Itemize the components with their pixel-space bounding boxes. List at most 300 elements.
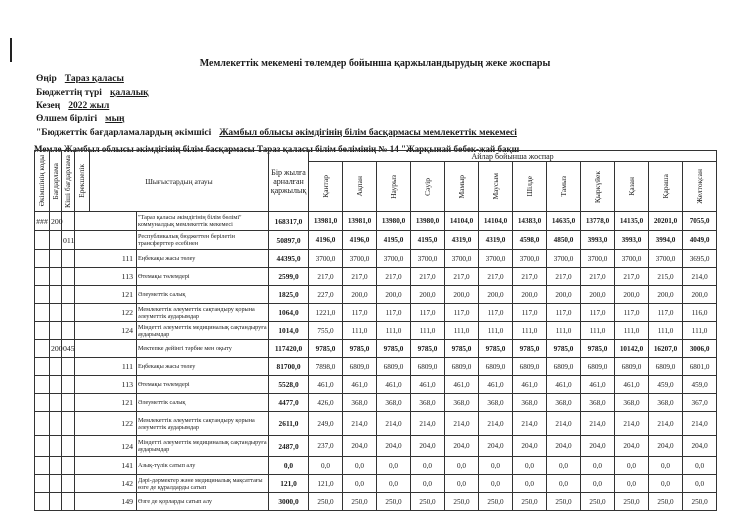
month-value-cell: 214,0 <box>445 412 479 436</box>
subprogram-cell <box>62 212 75 231</box>
month-value-cell: 111,0 <box>547 322 581 340</box>
expense-name-cell: Өтемақы төлемдері <box>137 268 269 286</box>
month-value-cell: 3700,0 <box>445 250 479 268</box>
month-value-cell: 4195,0 <box>377 231 411 250</box>
month-value-cell: 214,0 <box>547 412 581 436</box>
month-value-cell: 214,0 <box>479 412 513 436</box>
month-value-cell: 0,0 <box>581 457 615 475</box>
month-value-cell: 0,0 <box>581 475 615 493</box>
annual-total-cell: 2611,0 <box>269 412 309 436</box>
month-value-cell: 111,0 <box>411 322 445 340</box>
month-value-cell: 217,0 <box>343 268 377 286</box>
annual-total-cell: 5528,0 <box>269 376 309 394</box>
admin-code-cell: ### <box>35 212 50 231</box>
annual-total-cell: 117420,0 <box>269 340 309 358</box>
expense-name-cell: "Тараз қаласы әкімдігінің білім бөлімі" коммуналдық мемлекеттік мекемесі <box>137 212 269 231</box>
subprogram-cell <box>62 457 75 475</box>
month-value-cell: 4319,0 <box>479 231 513 250</box>
annual-total-cell: 168317,0 <box>269 212 309 231</box>
month-value-cell: 368,0 <box>513 394 547 412</box>
month-value-cell: 250,0 <box>445 493 479 511</box>
month-value-cell: 0,0 <box>547 475 581 493</box>
document-title: Мемлекеттік мекемені төлемдер бойынша қаржыландырудың жеке жоспары <box>199 58 551 69</box>
month-value-cell: 111,0 <box>683 322 717 340</box>
month-value-cell: 204,0 <box>615 436 649 457</box>
month-value-cell: 117,0 <box>547 304 581 322</box>
expense-name-cell: Өтемақы төлемдері <box>137 376 269 394</box>
specific-cell <box>75 212 137 231</box>
month-value-cell: 3700,0 <box>581 250 615 268</box>
table-row <box>35 212 717 231</box>
month-value-cell: 368,0 <box>411 394 445 412</box>
month-value-cell: 0,0 <box>513 457 547 475</box>
month-value-cell: 249,0 <box>309 412 343 436</box>
header-annual-total: Бір жылға арналған қаржылық <box>269 151 309 212</box>
specific-cell: 111 <box>75 250 137 268</box>
expense-name-cell: Міндетті әлеуметтік медициналық сақтандыруға аударымдар <box>138 323 267 338</box>
month-value-cell: 461,0 <box>445 376 479 394</box>
table-row <box>35 231 717 250</box>
program-cell <box>50 286 62 304</box>
month-value-cell: 16207,0 <box>649 340 683 358</box>
month-value-cell: 250,0 <box>343 493 377 511</box>
month-value-cell: 200,0 <box>615 286 649 304</box>
month-value-cell: 214,0 <box>513 412 547 436</box>
month-value-cell: 9785,0 <box>411 340 445 358</box>
month-value-cell: 0,0 <box>377 457 411 475</box>
subprogram-cell: 045 <box>62 340 75 358</box>
month-value-cell: 367,0 <box>683 394 717 412</box>
admin-code-cell <box>35 475 50 493</box>
month-value-cell: 0,0 <box>445 457 479 475</box>
month-value-cell: 9785,0 <box>581 340 615 358</box>
month-value-cell: 250,0 <box>649 493 683 511</box>
month-value-cell: 6809,0 <box>649 358 683 376</box>
month-value-cell: 0,0 <box>479 475 513 493</box>
month-value-cell: 20201,0 <box>649 212 683 231</box>
month-value-cell: 3700,0 <box>309 250 343 268</box>
month-value-cell: 461,0 <box>377 376 411 394</box>
meta-unit: Өлшем бірлігі мың <box>36 114 125 124</box>
month-value-cell: 3700,0 <box>513 250 547 268</box>
month-value-cell: 200,0 <box>683 286 717 304</box>
month-value-cell: 13980,0 <box>411 212 445 231</box>
month-value-cell: 426,0 <box>309 394 343 412</box>
month-value-cell: 4598,0 <box>513 231 547 250</box>
month-value-cell: 0,0 <box>377 475 411 493</box>
expense-name-cell: Мемлекеттік әлеуметтік сақтандыру қорына әлеуметтік аударымдар <box>137 304 269 322</box>
admin-code-cell <box>35 394 50 412</box>
month-value-cell: 9785,0 <box>445 340 479 358</box>
subprogram-cell <box>62 475 75 493</box>
meta-period: Кезең 2022 жыл <box>36 101 110 111</box>
header-month: Сәуір <box>411 162 445 212</box>
table-row <box>35 376 717 394</box>
month-value-cell: 6809,0 <box>411 358 445 376</box>
table-row <box>35 250 717 268</box>
program-cell <box>50 250 62 268</box>
month-value-cell: 200,0 <box>411 286 445 304</box>
month-value-cell: 0,0 <box>343 475 377 493</box>
header-month: Шілде <box>513 162 547 212</box>
expense-name-cell: Азық-түлік сатып алу <box>137 457 269 475</box>
month-value-cell: 237,0 <box>309 436 343 457</box>
expense-name-cell: Республикалық бюджеттен берілетін трансферттер есебінен <box>137 231 269 250</box>
admin-code-cell <box>35 286 50 304</box>
month-value-cell: 368,0 <box>445 394 479 412</box>
month-value-cell: 250,0 <box>683 493 717 511</box>
month-value-cell: 200,0 <box>547 286 581 304</box>
program-cell <box>50 376 62 394</box>
month-value-cell: 0,0 <box>683 457 717 475</box>
specific-cell: 149 <box>75 493 137 511</box>
annual-total-cell: 2599,0 <box>269 268 309 286</box>
month-value-cell: 215,0 <box>649 268 683 286</box>
header-month: Тамыз <box>547 162 581 212</box>
month-value-cell: 111,0 <box>343 322 377 340</box>
subprogram-cell <box>62 250 75 268</box>
month-value-cell: 368,0 <box>547 394 581 412</box>
table-row <box>35 475 717 493</box>
annual-total-cell: 121,0 <box>269 475 309 493</box>
month-value-cell: 9785,0 <box>377 340 411 358</box>
month-value-cell: 204,0 <box>411 436 445 457</box>
month-value-cell: 461,0 <box>411 376 445 394</box>
month-value-cell: 13980,0 <box>377 212 411 231</box>
organization-line: Мемле Жамбыл облысы әкімдігінің білім басқармасы Тараз қаласы білім бөлімінің № 14 "Жарқынай бөбек-жай бақш <box>34 144 520 154</box>
month-value-cell: 117,0 <box>445 304 479 322</box>
expense-name-cell: Өзге де қорларды сатып алу <box>137 493 269 511</box>
month-value-cell: 9785,0 <box>343 340 377 358</box>
program-cell: 200 <box>50 340 62 358</box>
program-cell <box>50 322 62 340</box>
month-value-cell: 117,0 <box>411 304 445 322</box>
program-cell <box>50 304 62 322</box>
month-value-cell: 217,0 <box>513 268 547 286</box>
month-value-cell: 0,0 <box>343 457 377 475</box>
month-value-cell: 214,0 <box>377 412 411 436</box>
month-value-cell: 14135,0 <box>615 212 649 231</box>
specific-cell: 121 <box>75 286 137 304</box>
table-row <box>35 322 717 340</box>
expense-name-cell: Әлеуметтік салық <box>137 286 269 304</box>
admin-code-cell <box>35 268 50 286</box>
table-row <box>35 304 717 322</box>
month-value-cell: 250,0 <box>615 493 649 511</box>
expense-name-cell: Еңбекақы жасы төлеу <box>137 250 269 268</box>
month-value-cell: 204,0 <box>513 436 547 457</box>
month-value-cell: 1221,0 <box>309 304 343 322</box>
month-value-cell: 7055,0 <box>683 212 717 231</box>
month-value-cell: 214,0 <box>649 412 683 436</box>
month-value-cell: 117,0 <box>479 304 513 322</box>
header-month: Қазан <box>615 162 649 212</box>
specific-cell: 122 <box>75 412 137 436</box>
month-value-cell: 4319,0 <box>445 231 479 250</box>
expense-name-cell: Дәрі-дәрмектер және медициналық мақсаттағы өзге де құралдарды сатып <box>137 475 269 493</box>
month-value-cell: 200,0 <box>343 286 377 304</box>
month-value-cell: 217,0 <box>445 268 479 286</box>
specific-cell: 141 <box>75 457 137 475</box>
month-value-cell: 204,0 <box>479 436 513 457</box>
annual-total-cell: 1064,0 <box>269 304 309 322</box>
month-value-cell: 200,0 <box>581 286 615 304</box>
month-value-cell: 0,0 <box>547 457 581 475</box>
annual-total-cell: 50897,0 <box>269 231 309 250</box>
month-value-cell: 459,0 <box>683 376 717 394</box>
month-value-cell: 121,0 <box>309 475 343 493</box>
month-value-cell: 0,0 <box>309 457 343 475</box>
subprogram-cell <box>62 358 75 376</box>
expense-name-cell: Мемлекеттік әлеуметтік сақтандыру қорына әлеуметтік аударымдар <box>137 412 269 436</box>
header-month: Мамыр <box>445 162 479 212</box>
table-row <box>35 412 717 436</box>
month-value-cell: 461,0 <box>309 376 343 394</box>
month-value-cell: 116,0 <box>683 304 717 322</box>
month-value-cell: 0,0 <box>649 457 683 475</box>
subprogram-cell <box>62 268 75 286</box>
annual-total-cell: 1825,0 <box>269 286 309 304</box>
month-value-cell: 461,0 <box>615 376 649 394</box>
month-value-cell: 0,0 <box>513 475 547 493</box>
month-value-cell: 6809,0 <box>615 358 649 376</box>
program-cell <box>50 394 62 412</box>
table-row <box>35 358 717 376</box>
program-cell <box>50 436 62 457</box>
month-value-cell: 7898,0 <box>309 358 343 376</box>
month-value-cell: 0,0 <box>683 475 717 493</box>
specific-cell: 142 <box>75 475 137 493</box>
specific-cell: 113 <box>75 376 137 394</box>
month-value-cell: 214,0 <box>343 412 377 436</box>
month-value-cell: 3994,0 <box>649 231 683 250</box>
specific-cell: 111 <box>75 358 137 376</box>
month-value-cell: 204,0 <box>683 436 717 457</box>
annual-total-cell: 44395,0 <box>269 250 309 268</box>
month-value-cell: 14104,0 <box>479 212 513 231</box>
month-value-cell: 250,0 <box>479 493 513 511</box>
month-value-cell: 14104,0 <box>445 212 479 231</box>
month-value-cell: 217,0 <box>547 268 581 286</box>
month-value-cell: 755,0 <box>309 322 343 340</box>
month-value-cell: 200,0 <box>377 286 411 304</box>
month-value-cell: 214,0 <box>615 412 649 436</box>
month-value-cell: 217,0 <box>377 268 411 286</box>
month-value-cell: 250,0 <box>513 493 547 511</box>
month-value-cell: 3700,0 <box>649 250 683 268</box>
admin-code-cell <box>35 304 50 322</box>
program-cell <box>50 457 62 475</box>
subprogram-cell <box>62 304 75 322</box>
month-value-cell: 6809,0 <box>581 358 615 376</box>
specific-cell: 124 <box>75 436 137 457</box>
meta-budget-type: Бюджеттің түрі қалалық <box>36 88 149 98</box>
month-value-cell: 200,0 <box>513 286 547 304</box>
admin-code-cell <box>35 250 50 268</box>
month-value-cell: 250,0 <box>411 493 445 511</box>
program-cell: 200 <box>50 212 62 231</box>
month-value-cell: 0,0 <box>649 475 683 493</box>
expense-name-cell: Мектепке дейінгі тәрбие мен оқыту <box>137 340 269 358</box>
month-value-cell: 0,0 <box>615 475 649 493</box>
month-value-cell: 4049,0 <box>683 231 717 250</box>
month-value-cell: 461,0 <box>479 376 513 394</box>
month-value-cell: 6809,0 <box>377 358 411 376</box>
month-value-cell: 0,0 <box>479 457 513 475</box>
specific-cell: 113 <box>75 268 137 286</box>
month-value-cell: 204,0 <box>377 436 411 457</box>
header-month: Қыркүйек <box>581 162 615 212</box>
month-value-cell: 0,0 <box>411 475 445 493</box>
month-value-cell: 461,0 <box>581 376 615 394</box>
month-value-cell: 4195,0 <box>411 231 445 250</box>
specific-cell <box>75 340 137 358</box>
subprogram-cell <box>62 493 75 511</box>
month-value-cell: 3993,0 <box>581 231 615 250</box>
month-value-cell: 461,0 <box>513 376 547 394</box>
subprogram-cell <box>62 412 75 436</box>
month-value-cell: 6809,0 <box>479 358 513 376</box>
month-value-cell: 117,0 <box>615 304 649 322</box>
header-month: Қантар <box>309 162 343 212</box>
annual-total-cell: 81700,0 <box>269 358 309 376</box>
month-value-cell: 13981,0 <box>309 212 343 231</box>
month-value-cell: 3700,0 <box>377 250 411 268</box>
month-value-cell: 111,0 <box>615 322 649 340</box>
month-value-cell: 250,0 <box>581 493 615 511</box>
month-value-cell: 3700,0 <box>547 250 581 268</box>
month-value-cell: 217,0 <box>615 268 649 286</box>
header-subprogram: Кіші бағдарлама <box>62 151 75 212</box>
header-program: Бағдарлама <box>50 151 62 212</box>
month-value-cell: 111,0 <box>445 322 479 340</box>
month-value-cell: 368,0 <box>649 394 683 412</box>
month-value-cell: 461,0 <box>547 376 581 394</box>
admin-code-cell <box>35 322 50 340</box>
expense-name-cell: Міндетті әлеуметтік медициналық сақтандыруға аударымдар <box>137 436 269 457</box>
month-value-cell: 111,0 <box>581 322 615 340</box>
month-value-cell: 461,0 <box>343 376 377 394</box>
month-value-cell: 117,0 <box>513 304 547 322</box>
table-row <box>35 436 717 457</box>
header-months-group: Айлар бойынша жоспар <box>309 151 717 162</box>
admin-code-cell <box>35 340 50 358</box>
month-value-cell: 250,0 <box>547 493 581 511</box>
month-value-cell: 204,0 <box>547 436 581 457</box>
month-value-cell: 368,0 <box>615 394 649 412</box>
header-specific: Ерекшелік <box>75 151 90 212</box>
program-cell <box>50 358 62 376</box>
annual-total-cell: 0,0 <box>269 457 309 475</box>
table-row <box>35 457 717 475</box>
admin-code-cell <box>35 376 50 394</box>
expense-name-cell: Әлеуметтік салық <box>137 394 269 412</box>
month-value-cell: 3006,0 <box>683 340 717 358</box>
table-row <box>35 394 717 412</box>
annual-total-cell: 2487,0 <box>269 436 309 457</box>
month-value-cell: 459,0 <box>649 376 683 394</box>
month-value-cell: 6801,0 <box>683 358 717 376</box>
month-value-cell: 214,0 <box>581 412 615 436</box>
month-value-cell: 111,0 <box>479 322 513 340</box>
month-value-cell: 13778,0 <box>581 212 615 231</box>
month-value-cell: 6809,0 <box>513 358 547 376</box>
month-value-cell: 200,0 <box>479 286 513 304</box>
month-value-cell: 117,0 <box>343 304 377 322</box>
month-value-cell: 200,0 <box>445 286 479 304</box>
table-row <box>35 493 717 511</box>
program-cell <box>50 493 62 511</box>
month-value-cell: 227,0 <box>309 286 343 304</box>
month-value-cell: 0,0 <box>615 457 649 475</box>
month-value-cell: 217,0 <box>479 268 513 286</box>
header-month: Желтоқсан <box>683 162 717 212</box>
admin-code-cell <box>35 493 50 511</box>
header-expense-name: Шығыстардың атауы <box>90 151 269 212</box>
month-value-cell: 3700,0 <box>411 250 445 268</box>
header-month: Ақпан <box>343 162 377 212</box>
month-value-cell: 250,0 <box>309 493 343 511</box>
month-value-cell: 4196,0 <box>343 231 377 250</box>
meta-region: Өңір Тараз қаласы <box>36 74 124 84</box>
program-cell <box>50 475 62 493</box>
subprogram-cell <box>62 322 75 340</box>
specific-cell <box>75 231 137 250</box>
month-value-cell: 214,0 <box>683 268 717 286</box>
month-value-cell: 204,0 <box>445 436 479 457</box>
month-value-cell: 217,0 <box>411 268 445 286</box>
month-value-cell: 0,0 <box>411 457 445 475</box>
specific-cell: 121 <box>75 394 137 412</box>
month-value-cell: 14383,0 <box>513 212 547 231</box>
month-value-cell: 214,0 <box>411 412 445 436</box>
header-month: Наурыз <box>377 162 411 212</box>
month-value-cell: 3700,0 <box>479 250 513 268</box>
month-value-cell: 204,0 <box>581 436 615 457</box>
month-value-cell: 13981,0 <box>343 212 377 231</box>
month-value-cell: 217,0 <box>309 268 343 286</box>
month-value-cell: 368,0 <box>343 394 377 412</box>
month-value-cell: 117,0 <box>581 304 615 322</box>
month-value-cell: 4850,0 <box>547 231 581 250</box>
program-cell <box>50 231 62 250</box>
month-value-cell: 10142,0 <box>615 340 649 358</box>
table-row <box>35 268 717 286</box>
month-value-cell: 6809,0 <box>445 358 479 376</box>
annual-total-cell: 4477,0 <box>269 394 309 412</box>
month-value-cell: 214,0 <box>683 412 717 436</box>
admin-code-cell <box>35 436 50 457</box>
month-value-cell: 3695,0 <box>683 250 717 268</box>
month-value-cell: 250,0 <box>377 493 411 511</box>
month-value-cell: 3700,0 <box>343 250 377 268</box>
subprogram-cell <box>62 394 75 412</box>
annual-total-cell: 3000,0 <box>269 493 309 511</box>
specific-cell: 122 <box>75 304 137 322</box>
program-cell <box>50 268 62 286</box>
month-value-cell: 368,0 <box>581 394 615 412</box>
admin-code-cell <box>35 412 50 436</box>
program-cell <box>50 412 62 436</box>
month-value-cell: 217,0 <box>581 268 615 286</box>
month-value-cell: 204,0 <box>343 436 377 457</box>
subprogram-cell <box>62 376 75 394</box>
month-value-cell: 3700,0 <box>615 250 649 268</box>
subprogram-cell <box>62 436 75 457</box>
expense-name-cell: Еңбекақы жасы төлеу <box>137 358 269 376</box>
month-value-cell: 111,0 <box>649 322 683 340</box>
meta-administrator: "Бюджеттік бағдарламалардың әкімшісі Жамбыл облысы әкімдігінің білім басқармасы мемлекеттік мекемесі <box>36 128 517 138</box>
